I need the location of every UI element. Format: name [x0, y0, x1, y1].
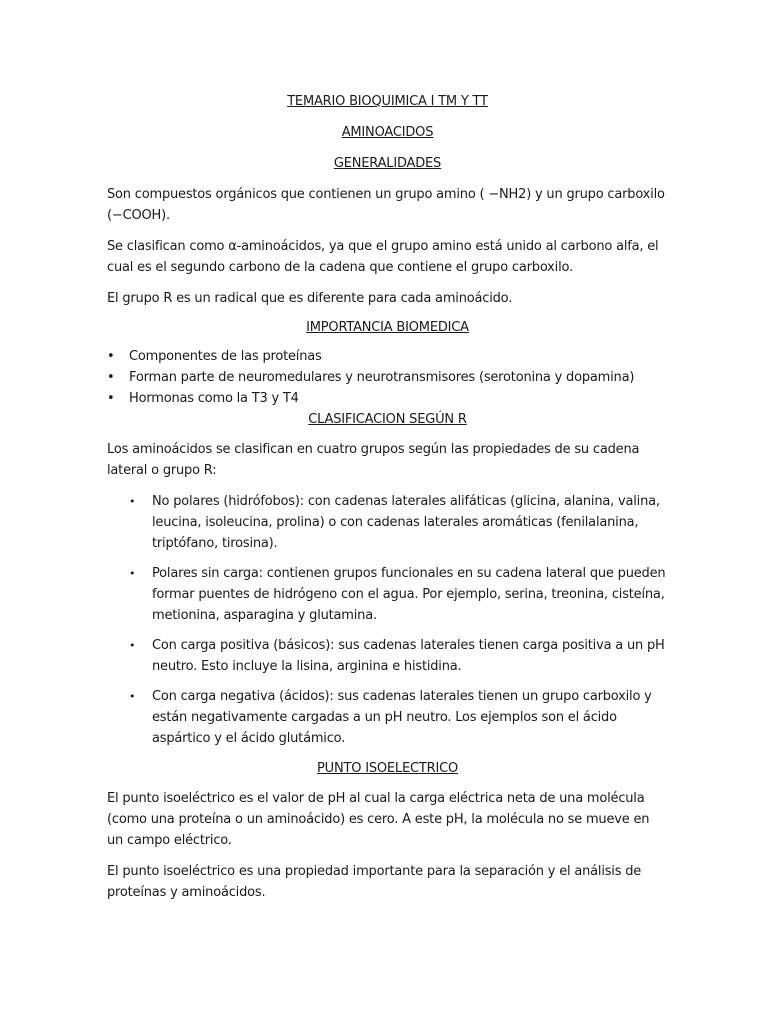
paragraph: El punto isoeléctrico es el valor de pH al cual la carga eléctrica neta de una molécula (como una proteína o un aminoácido) es cero. A este pH, la molécula no se mueve en un campo eléctrico. [107, 791, 650, 848]
document-title: TEMARIO BIOQUIMICA I TM Y TT [287, 94, 488, 109]
importancia-heading: IMPORTANCIA BIOMEDICA [306, 320, 469, 335]
clasificacion-heading: CLASIFICACION SEGÚN R [308, 412, 467, 427]
paragraph: Se clasifican como α-aminoácidos, ya que el grupo amino está unido al carbono alfa, el cual es el segundo carbono de la cadena que contiene el grupo carboxilo. [107, 239, 659, 275]
paragraph: El grupo R es un radical que es diferente para cada aminoácido. [107, 291, 513, 306]
list-item: • Polares sin carga: contienen grupos funcionales en su cadena lateral que pueden formar puentes de hidrógeno con el agua. Por ejemplo, serina, treonina, cisteína, metionina, asparagina y glutamina. [107, 563, 668, 626]
clasificacion-list [107, 491, 668, 749]
list-item: • Componentes de las proteínas [107, 346, 668, 367]
importancia-list [107, 346, 668, 409]
list-item: • Con carga negativa (ácidos): sus cadenas laterales tienen un grupo carboxilo y están negativamente cargadas a un pH neutro. Los ejemplos son el ácido aspártico y el ácido glutámico. [107, 686, 668, 749]
list-item: • Forman parte de neuromedulares y neurotransmisores (serotonina y dopamina) [107, 367, 668, 388]
paragraph: El punto isoeléctrico es una propiedad importante para la separación y el análisis de proteínas y aminoácidos. [107, 864, 642, 900]
list-item: • Hormonas como la T3 y T4 [107, 388, 668, 409]
list-item: • Con carga positiva (básicos): sus cadenas laterales tienen carga positiva a un pH neutro. Esto incluye la lisina, arginina e histidina. [107, 635, 668, 677]
section-title: AMINOACIDOS [341, 125, 434, 140]
paragraph: Son compuestos orgánicos que contienen un grupo amino ( −NH2) y un grupo carboxilo (−COOH). [107, 187, 665, 223]
clasificacion-intro: Los aminoácidos se clasifican en cuatro grupos según las propiedades de su cadena lateral o grupo R: [107, 442, 640, 478]
list-item: • No polares (hidrófobos): con cadenas laterales alifáticas (glicina, alanina, valina, leucina, isoleucina, prolina) o con cadenas laterales aromáticas (fenilalanina, triptófano, tirosina). [107, 491, 668, 554]
punto-heading: PUNTO ISOELECTRICO [317, 761, 458, 776]
generalidades-heading: GENERALIDADES [333, 156, 442, 171]
